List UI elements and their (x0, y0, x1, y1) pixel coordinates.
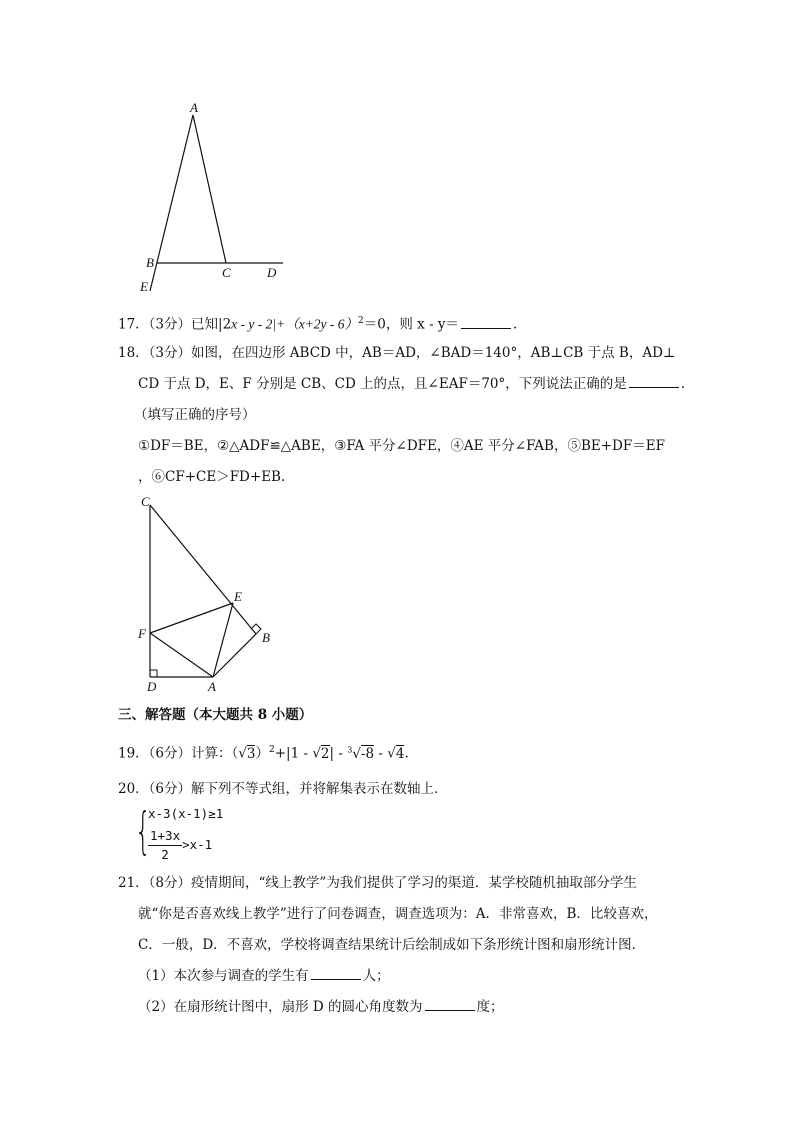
inequality-2-rest: >x-1 (182, 837, 213, 852)
label-c: C (141, 494, 150, 509)
sqrt-4-arg: 4 (395, 745, 405, 762)
q21-sub2-blank[interactable] (425, 998, 475, 1011)
label-b: B (146, 255, 154, 270)
question-18-options: ①DF＝BE，②△ADF≌△ABE，③FA 平分∠DFE，④AE 平分∠FAB，⑤BE+DF＝EF (138, 438, 665, 454)
question-20: 20．（6分）解下列不等式组，并将解集表示在数轴上． (118, 781, 448, 797)
q19-superscript: 2 (268, 745, 275, 755)
q21-sub1-end: 人； (362, 968, 390, 984)
q17-answer-blank[interactable] (461, 316, 511, 329)
question-19 (118, 741, 409, 763)
q18-answer-blank[interactable] (629, 375, 679, 388)
label-e: E (234, 589, 242, 604)
question-21-line3: C．一般，D．不喜欢，学校将调查结果统计后绘制成如下条形统计图和扇形统计图． (138, 937, 646, 953)
sqrt-2: √2 (312, 745, 330, 762)
question-21-sub1 (138, 967, 390, 985)
segment-ea (213, 603, 233, 677)
label-d: D (267, 265, 277, 280)
sqrt-2-arg: 2 (320, 745, 330, 762)
segment-fe (150, 603, 233, 633)
inequality-1: x-3(x-1)≥1 (148, 806, 224, 821)
inequality-system-brace: { (135, 802, 151, 860)
label-a: A (208, 679, 216, 694)
label-c: C (222, 265, 231, 280)
fraction-denominator: 2 (161, 847, 169, 862)
right-angle-d (150, 670, 157, 677)
question-21-sub2 (138, 998, 504, 1016)
section-3-title: 三、解答题（本大题共 8 小题） (118, 707, 313, 723)
label-e: E (140, 279, 148, 294)
q17-number: 17．（3分）已知|2 (118, 316, 232, 333)
q19-paren: ） (255, 745, 269, 762)
q17-expression: x - y - 2|+（x+2y - 6） (231, 316, 359, 332)
q21-sub2-end: 度； (476, 999, 504, 1015)
q19-abs-open: +|1 - (274, 745, 313, 762)
sqrt-4: √4 (387, 745, 405, 762)
question-18-line3: （填写正确的序号） (134, 407, 256, 423)
question-18-options-cont: ，⑥CF+CE＞FD+EB. (138, 469, 286, 485)
cube-root: $^3$√-8 (347, 745, 375, 762)
side-ac (193, 115, 226, 263)
label-b: B (262, 630, 270, 645)
side-ab-extended (150, 115, 193, 291)
fraction (148, 827, 182, 864)
sqrt-3-arg: 3 (246, 745, 256, 762)
q17-end: . (513, 316, 518, 333)
label-d: D (147, 679, 157, 694)
q18-line2-text: CD 于点 D，E、F 分别是 CB、CD 上的点，且∠EAF＝70°，下列说法正确的是 (138, 376, 627, 392)
q19-minus: - (374, 745, 388, 762)
question-18-line2 (138, 375, 685, 393)
figure-triangle-abc (130, 95, 300, 300)
cube-root-arg: -8 (360, 745, 375, 762)
question-21-line2: 就“你是否喜欢线上教学”进行了问卷调查，调查选项为：A．非常喜欢，B．比较喜欢， (138, 906, 658, 922)
question-18-line1: 18．（3分）如图，在四边形 ABCD 中，AB＝AD，∠BAD＝140°，AB⊥CB 于点 B，AD⊥ (118, 345, 676, 361)
q21-sub2-text: （2）在扇形统计图中，扇形 D 的圆心角度数为 (138, 999, 423, 1015)
q18-line2-end: . (680, 376, 686, 392)
label-a: A (190, 100, 198, 115)
label-f: F (138, 626, 146, 641)
q21-sub1-text: （1）本次参与调查的学生有 (138, 968, 309, 984)
inequality-2 (148, 827, 212, 864)
cube-root-index: 3 (347, 745, 353, 754)
q17-tail: ＝0，则 x - y＝ (363, 316, 460, 333)
q19-end: . (404, 745, 409, 762)
figure-quadrilateral-abcd (135, 492, 280, 697)
sqrt-3: √3 (238, 745, 256, 762)
question-17 (118, 312, 517, 334)
side-cb (150, 505, 256, 634)
side-ab (213, 634, 256, 677)
q17-superscript: 2 (358, 316, 364, 326)
q19-prefix: 19．（6分）计算：（ (118, 745, 239, 762)
question-21-line1: 21．（8分）疫情期间，“线上教学”为我们提供了学习的渠道．某学校随机抽取部分学生 (118, 875, 637, 891)
fraction-numerator: 1+3x (148, 827, 182, 846)
q19-abs-close: | - (329, 745, 348, 762)
segment-fa (150, 633, 213, 677)
q21-sub1-blank[interactable] (311, 967, 361, 980)
